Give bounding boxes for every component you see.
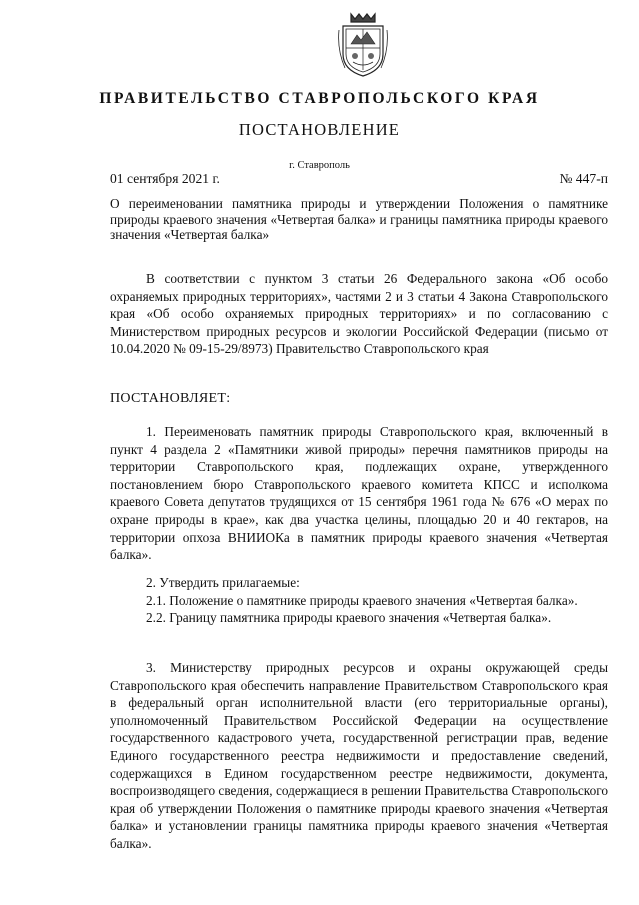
item-1-paragraph: 1. Переименовать памятник природы Ставропольского края, включенный в пункт 4 раздела 2 «Памятники живой природы» перечня памятников природы на территории Ставропольского края, подлежащих охране, утвержденного постановлением бюро Ставропольского краевого комитета КПСС и исполкома краевого Совета депутатов трудящихся от 15 сентября 1961 года № 676 «О мерах по охране природы в крае», как два участка целины, площадью 20 и 40 гектаров, на территории опхоза ВНИИОКа в памятник природы краевого значения «Четвертая балка».	[110, 424, 608, 563]
city-label: г. Ставрополь	[289, 160, 350, 171]
document-type-title: ПОСТАНОВЛЕНИЕ	[238, 120, 401, 139]
document-date: 01 сентября 2021 г.	[110, 171, 220, 186]
document-number: № 447-п	[559, 171, 608, 186]
item-2-block	[110, 574, 608, 627]
preamble-paragraph: В соответствии с пунктом 3 статьи 26 Федерального закона «Об особо охраняемых природных территориях», частями 2 и 3 статьи 4 Закона Ставропольского края «Об особо охраняемых природных территориях» и по согласованию с Министерством природных ресурсов и экологии Российской Федерации (письмо от 10.04.2020 № 09-15-29/8973) Правительство Ставропольского края	[110, 271, 608, 357]
preamble-block	[110, 270, 608, 358]
item-2-paragraph: 2. Утвердить прилагаемые:	[146, 575, 300, 590]
item-3-block	[110, 659, 608, 853]
item-1-block	[110, 423, 608, 564]
document-subject: О переименовании памятника природы и утверждении Положения о памятнике природы краевого значения «Четвертая балка» и границы памятника природы краевого значения «Четвертая балка»	[110, 196, 608, 242]
coat-of-arms-icon	[337, 10, 389, 80]
item-3-paragraph: 3. Министерству природных ресурсов и охраны окружающей среды Ставропольского края обеспечить направление Правительством Ставропольского края в федеральный орган исполнительной власти (его территориальные органы), уполномоченный Правительством Российской Федерации на осуществление государственного кадастрового учета, государственной регистрации прав, ведение Единого государственного реестра недвижимости и предоставление сведений, содержащихся в Едином государственном реестре недвижимости, документа, воспроизводящего сведения, содержащиеся в решении Правительства Ставропольского края об утверждении Положения о памятнике природы краевого значения «Четвертая балка» и установлении границы памятника природы краевого значения «Четвертая балка».	[110, 660, 608, 851]
item-2-2-paragraph: 2.2. Границу памятника природы краевого значения «Четвертая балка».	[146, 610, 552, 626]
item-2-1-paragraph: 2.1. Положение о памятнике природы краевого значения «Четвертая балка».	[146, 592, 578, 608]
decree-word: ПОСТАНОВЛЯЕТ:	[110, 391, 231, 406]
government-title: ПРАВИТЕЛЬСТВО СТАВРОПОЛЬСКОГО КРАЯ	[99, 90, 540, 107]
